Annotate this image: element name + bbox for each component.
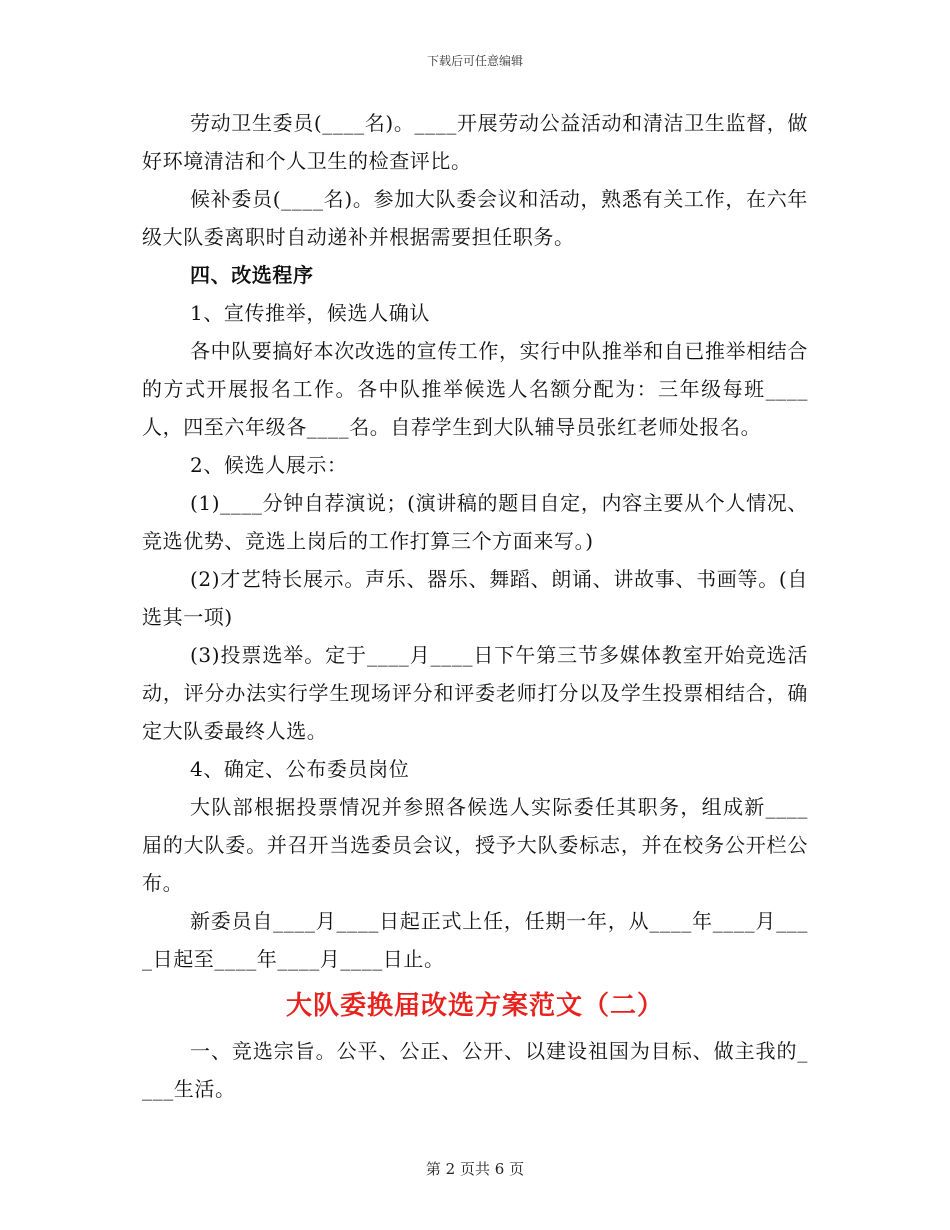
paragraph-positions: 大队部根据投票情况并参照各候选人实际委任其职务，组成新____届的大队委。并召开当选委员会议，授予大队委标志，并在校务公开栏公布。 bbox=[142, 795, 808, 895]
document-body bbox=[142, 104, 808, 1108]
paragraph-talent: (2)才艺特长展示。声乐、器乐、舞蹈、朗诵、讲故事、书画等。(自选其一项) bbox=[142, 567, 808, 629]
paragraph-purpose: 一、竞选宗旨。公平、公正、公开、以建设祖国为目标、做主我的____生活。 bbox=[142, 1039, 808, 1101]
paragraph-term: 新委员自____月____日起正式上任，任期一年，从____年____月____日起至____年____月____日止。 bbox=[142, 909, 808, 971]
page-number: 第 2 页共 6 页 bbox=[425, 1160, 525, 1178]
subheading-candidate-show: 2、候选人展示： bbox=[190, 453, 348, 477]
paragraph-publicity: 各中队要搞好本次改选的宣传工作，实行中队推举和自已推举相结合的方式开展报名工作。各中队推举候选人名额分配为：三年级每班____人，四至六年级各____名。自荐学生到大队辅导员张红老师处报名。 bbox=[142, 339, 808, 439]
section-title-two: 大队委换届改选方案范文（二） bbox=[285, 991, 664, 1021]
paragraph-voting: (3)投票选举。定于____月____日下午第三节多媒体教室开始竞选活动，评分办法实行学生现场评分和评委老师打分以及学生投票相结合，确定大队委最终人选。 bbox=[142, 643, 808, 743]
paragraph-speech: (1)____分钟自荐演说；(演讲稿的题目自定，内容主要从个人情况、竞选优势、竞选上岗后的工作打算三个方面来写。) bbox=[142, 491, 808, 553]
paragraph-alternate-members: 候补委员(____名)。参加大队委会议和活动，熟悉有关工作，在六年级大队委离职时自动递补并根据需要担任职务。 bbox=[142, 187, 808, 249]
section-heading-procedure: 四、改选程序 bbox=[190, 263, 314, 287]
subheading-publicity: 1、宣传推举，候选人确认 bbox=[190, 301, 430, 325]
paragraph-labor-hygiene: 劳动卫生委员(____名)。____开展劳动公益活动和清洁卫生监督，做好环境清洁和个人卫生的检查评比。 bbox=[142, 111, 808, 173]
header-note: 下载后可任意编辑 bbox=[426, 54, 523, 68]
subheading-positions: 4、确定、公布委员岗位 bbox=[190, 757, 410, 781]
